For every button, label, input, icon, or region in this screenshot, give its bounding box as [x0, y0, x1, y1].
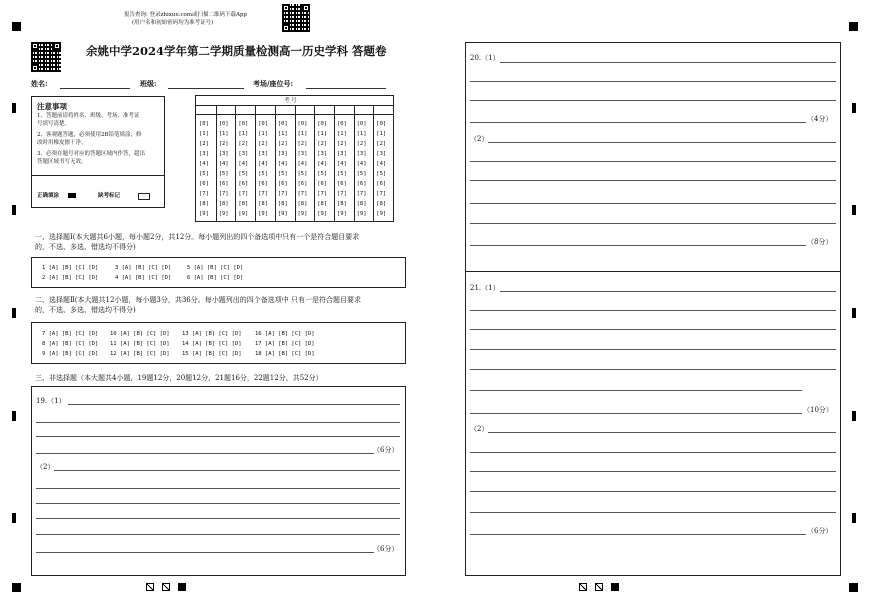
seat-label: 考场/座位号: — [253, 79, 294, 88]
exam-id-bubble[interactable]: [6] — [199, 181, 209, 187]
exam-id-bubble[interactable]: [2] — [317, 141, 328, 147]
exam-id-bubble[interactable]: [6] — [356, 181, 367, 187]
exam-id-label: 考 号 — [284, 98, 297, 104]
exam-id-bubble[interactable]: [0] — [277, 121, 288, 127]
exam-id-bubble[interactable]: [0] — [356, 121, 367, 127]
exam-id-bubble[interactable]: [5] — [297, 171, 308, 177]
absent-mark-box[interactable] — [138, 193, 150, 200]
exam-id-bubble[interactable]: [4] — [356, 161, 367, 167]
exam-id-bubble[interactable]: [4] — [199, 161, 209, 167]
exam-id-bubble[interactable]: [6] — [218, 181, 229, 187]
exam-id-bubble[interactable]: [7] — [356, 191, 367, 197]
exam-id-bubble[interactable]: [2] — [297, 141, 308, 147]
exam-id-bubble[interactable]: [0] — [218, 121, 229, 127]
q19-part1-label: 19.（1） — [36, 397, 66, 405]
exam-id-bubble[interactable]: [9] — [376, 211, 387, 217]
exam-id-bubble[interactable]: [9] — [218, 211, 229, 217]
exam-id-bubble[interactable]: [9] — [356, 211, 367, 217]
exam-id-bubble[interactable]: [3] — [218, 151, 229, 157]
corner-mark-bottom-right — [849, 583, 858, 592]
exam-id-bubble[interactable]: [2] — [218, 141, 229, 147]
q21-part2-score: （6分） — [807, 527, 833, 535]
page-mark-solid — [611, 583, 619, 591]
q19-part2-score: （6分） — [373, 545, 399, 553]
sheet-title: 余姚中学2024学年第二学期质量检测高一历史学科 答题卷 — [86, 44, 387, 58]
q21-part1-score: （10分） — [803, 406, 833, 414]
q19-part1-score: （6分） — [373, 446, 399, 454]
notes-item: 3、必须在题号对应的答题区域内作答，超出 — [37, 151, 146, 157]
timing-mark — [12, 411, 16, 421]
exam-id-bubble[interactable]: [7] — [277, 191, 288, 197]
exam-id-bubble[interactable]: [0] — [317, 121, 328, 127]
choice-row[interactable]: 2 [A] [B] [C] [D] — [42, 275, 99, 281]
page-mark-slash — [579, 583, 587, 591]
exam-id-bubble[interactable]: [7] — [297, 191, 308, 197]
choice-row[interactable]: 3 [A] [B] [C] [D] — [115, 265, 172, 271]
report-notice-line2: (用户名和初始密码均为准考证号) — [132, 20, 214, 26]
exam-id-bubble[interactable]: [0] — [297, 121, 308, 127]
exam-id-bubble[interactable]: [7] — [218, 191, 229, 197]
notes-heading: 注意事项 — [37, 102, 67, 111]
section2-answer-box — [31, 322, 406, 364]
notes-box — [31, 96, 165, 208]
exam-id-bubble[interactable]: [1] — [199, 131, 209, 137]
exam-id-bubble[interactable]: [3] — [277, 151, 288, 157]
exam-id-bubble[interactable]: [3] — [238, 151, 249, 157]
exam-id-bubble[interactable]: [5] — [218, 171, 229, 177]
exam-id-bubble[interactable]: [9] — [317, 211, 328, 217]
name-field[interactable] — [60, 88, 130, 89]
exam-id-bubble[interactable]: [0] — [258, 121, 269, 127]
exam-id-bubble[interactable]: [8] — [376, 201, 387, 207]
timing-mark — [852, 103, 856, 113]
exam-id-bubble[interactable]: [9] — [238, 211, 249, 217]
exam-id-bubble[interactable]: [5] — [317, 171, 328, 177]
q19-answer-box[interactable] — [31, 386, 406, 576]
exam-id-bubble[interactable]: [4] — [336, 161, 347, 167]
choice-row[interactable]: 12 [A] [B] [C] [D] — [110, 351, 170, 357]
exam-id-bubble[interactable]: [4] — [238, 161, 249, 167]
timing-mark — [852, 513, 856, 523]
exam-id-bubble[interactable]: [5] — [199, 171, 209, 177]
exam-id-bubble[interactable]: [0] — [336, 121, 347, 127]
q20-part1-label: 20.（1） — [470, 54, 500, 62]
section2-heading-cont: 的，不选、多选、错选均不得分) — [35, 306, 136, 314]
exam-id-bubble[interactable]: [8] — [336, 201, 347, 207]
exam-id-bubble[interactable]: [8] — [258, 201, 269, 207]
section1-answer-box — [31, 257, 406, 288]
exam-id-bubble[interactable]: [5] — [258, 171, 269, 177]
report-notice-line1: 报告查询: 登录zhixue.com或扫描二维码下载App — [124, 12, 248, 18]
exam-id-bubble[interactable]: [8] — [218, 201, 229, 207]
exam-id-bubble[interactable]: [1] — [258, 131, 269, 137]
exam-id-bubble[interactable]: [3] — [199, 151, 209, 157]
section1-heading-cont: 的，不选、多选、错选均不得分) — [35, 243, 136, 251]
exam-id-bubble[interactable]: [5] — [277, 171, 288, 177]
exam-id-bubble[interactable]: [6] — [376, 181, 387, 187]
timing-mark — [12, 103, 16, 113]
page-mark-slash — [146, 583, 154, 591]
exam-id-bubble[interactable]: [7] — [199, 191, 209, 197]
exam-id-bubble[interactable]: [8] — [317, 201, 328, 207]
exam-id-bubble[interactable]: [3] — [317, 151, 328, 157]
q20-part1-score: （4分） — [807, 115, 833, 123]
q21-answer-box[interactable] — [465, 271, 841, 576]
exam-id-bubble[interactable]: [9] — [277, 211, 288, 217]
timing-mark — [852, 308, 856, 318]
exam-id-bubble[interactable]: [3] — [356, 151, 367, 157]
exam-id-bubble[interactable]: [4] — [258, 161, 269, 167]
choice-row[interactable]: 7 [A] [B] [C] [D] — [42, 331, 99, 337]
q19-part2-label: （2） — [36, 463, 55, 471]
exam-id-bubble[interactable]: [7] — [376, 191, 387, 197]
exam-id-bubble[interactable]: [1] — [356, 131, 367, 137]
student-qr-code — [31, 42, 61, 72]
q21-part2-label: （2） — [470, 425, 489, 433]
exam-id-bubble[interactable]: [2] — [336, 141, 347, 147]
choice-row[interactable]: 13 [A] [B] [C] [D] — [182, 331, 242, 337]
timing-mark — [12, 205, 16, 215]
page-mark-solid — [178, 583, 186, 591]
exam-id-bubble[interactable]: [4] — [277, 161, 288, 167]
choice-row[interactable]: 18 [A] [B] [C] [D] — [255, 351, 315, 357]
exam-id-bubble[interactable]: [9] — [258, 211, 269, 217]
exam-id-bubble[interactable]: [4] — [376, 161, 387, 167]
q20-part2-score: （8分） — [807, 238, 833, 246]
exam-id-bubble[interactable]: [5] — [238, 171, 249, 177]
corner-mark-top-left — [12, 22, 21, 31]
page-mark-slash — [595, 583, 603, 591]
choice-row[interactable]: 15 [A] [B] [C] [D] — [182, 351, 242, 357]
timing-mark — [12, 513, 16, 523]
q21-part1-label: 21.（1） — [470, 284, 500, 292]
exam-id-bubble[interactable]: [9] — [199, 211, 209, 217]
page-mark-slash — [162, 583, 170, 591]
corner-mark-top-right — [849, 22, 858, 31]
choice-row[interactable]: 6 [A] [B] [C] [D] — [187, 275, 244, 281]
q20-answer-box[interactable] — [465, 42, 841, 272]
exam-id-bubble[interactable]: [2] — [199, 141, 209, 147]
choice-row[interactable]: 1 [A] [B] [C] [D] — [42, 265, 99, 271]
exam-id-bubble[interactable]: [8] — [297, 201, 308, 207]
exam-id-bubble[interactable]: [2] — [376, 141, 387, 147]
exam-id-bubble[interactable]: [2] — [238, 141, 249, 147]
seat-field[interactable] — [306, 88, 386, 89]
exam-id-bubble[interactable]: [3] — [297, 151, 308, 157]
exam-id-bubble[interactable]: [7] — [238, 191, 249, 197]
choice-row[interactable]: 8 [A] [B] [C] [D] — [42, 341, 99, 347]
exam-id-bubble[interactable]: [7] — [336, 191, 347, 197]
exam-id-bubble[interactable]: [8] — [277, 201, 288, 207]
absent-mark-label: 缺考标记 — [98, 193, 121, 199]
choice-row[interactable]: 17 [A] [B] [C] [D] — [255, 341, 315, 347]
timing-mark — [12, 308, 16, 318]
section3-heading: 三、非选择题（本大题共4小题，19题12分，20题12分，21题16分，22题12分，共52分） — [35, 374, 323, 382]
choice-row[interactable]: 4 [A] [B] [C] [D] — [115, 275, 172, 281]
timing-mark — [852, 411, 856, 421]
exam-id-bubble[interactable]: [1] — [297, 131, 308, 137]
section2-heading: 二、选择题Ⅱ(本大题共12小题，每小题3分，共36分。每小题列出的四个备选项中 只有一是符合题目要求 — [35, 296, 361, 304]
correct-fill-label: 正确填涂 — [37, 193, 60, 199]
notes-item: 2、客观题答题，必须使用2B铅笔填涂，修 — [37, 132, 142, 138]
choice-row[interactable]: 14 [A] [B] [C] [D] — [182, 341, 242, 347]
exam-id-bubble[interactable]: [2] — [258, 141, 269, 147]
exam-id-bubble[interactable]: [6] — [317, 181, 328, 187]
exam-id-bubble[interactable]: [1] — [376, 131, 387, 137]
exam-id-bubble[interactable]: [0] — [238, 121, 249, 127]
class-label: 班级: — [140, 79, 157, 88]
class-field[interactable] — [168, 88, 244, 89]
exam-id-bubble[interactable]: [8] — [356, 201, 367, 207]
choice-row[interactable]: 5 [A] [B] [C] [D] — [187, 265, 244, 271]
exam-id-bubble[interactable]: [3] — [376, 151, 387, 157]
exam-id-bubble[interactable]: [8] — [238, 201, 249, 207]
exam-id-bubble[interactable]: [8] — [199, 201, 209, 207]
corner-mark-bottom-left — [12, 583, 21, 592]
exam-id-bubble[interactable]: [1] — [336, 131, 347, 137]
exam-id-bubble[interactable]: [1] — [277, 131, 288, 137]
exam-id-bubble[interactable]: [6] — [297, 181, 308, 187]
exam-id-bubble[interactable]: [6] — [238, 181, 249, 187]
exam-id-bubble[interactable]: [2] — [356, 141, 367, 147]
exam-id-bubble[interactable]: [5] — [336, 171, 347, 177]
notes-item: 改时用橡皮擦干净。 — [37, 140, 87, 146]
notes-item: 答题区域书写无效。 — [37, 159, 87, 165]
timing-mark — [852, 205, 856, 215]
exam-id-bubble[interactable]: [4] — [218, 161, 229, 167]
exam-id-bubble[interactable]: [0] — [376, 121, 387, 127]
exam-id-bubble[interactable]: [4] — [297, 161, 308, 167]
exam-id-bubble[interactable]: [7] — [317, 191, 328, 197]
exam-id-bubble[interactable]: [0] — [199, 121, 209, 127]
exam-id-bubble[interactable]: [9] — [336, 211, 347, 217]
exam-id-bubble[interactable]: [3] — [258, 151, 269, 157]
exam-id-bubble[interactable]: [1] — [317, 131, 328, 137]
exam-id-bubble[interactable]: [2] — [277, 141, 288, 147]
correct-fill-sample — [68, 193, 76, 198]
exam-id-bubble[interactable]: [1] — [218, 131, 229, 137]
exam-id-bubble[interactable]: [1] — [238, 131, 249, 137]
q20-part2-label: （2） — [470, 135, 489, 143]
report-qr-code — [282, 4, 310, 32]
exam-id-grid — [195, 95, 394, 222]
choice-row[interactable]: 10 [A] [B] [C] [D] — [110, 331, 170, 337]
notes-item: 1、答题前请将姓名、班级、考场、准考证 — [37, 113, 140, 119]
exam-id-bubble[interactable]: [5] — [356, 171, 367, 177]
name-label: 姓名: — [31, 79, 48, 88]
choice-row[interactable]: 11 [A] [B] [C] [D] — [110, 341, 170, 347]
exam-id-bubble[interactable]: [4] — [317, 161, 328, 167]
choice-row[interactable]: 16 [A] [B] [C] [D] — [255, 331, 315, 337]
notes-item: 号填写清楚。 — [37, 121, 71, 127]
exam-id-bubble[interactable]: [6] — [258, 181, 269, 187]
exam-id-bubble[interactable]: [7] — [258, 191, 269, 197]
exam-id-bubble[interactable]: [6] — [336, 181, 347, 187]
exam-id-bubble[interactable]: [9] — [297, 211, 308, 217]
exam-id-bubble[interactable]: [5] — [376, 171, 387, 177]
section1-heading: 一、选择题I(本大题共6小题，每小题2分，共12分。每小题列出的四个备选项中只有一个是符合题目要求 — [35, 233, 360, 241]
choice-row[interactable]: 9 [A] [B] [C] [D] — [42, 351, 99, 357]
exam-id-bubble[interactable]: [3] — [336, 151, 347, 157]
exam-id-bubble[interactable]: [6] — [277, 181, 288, 187]
